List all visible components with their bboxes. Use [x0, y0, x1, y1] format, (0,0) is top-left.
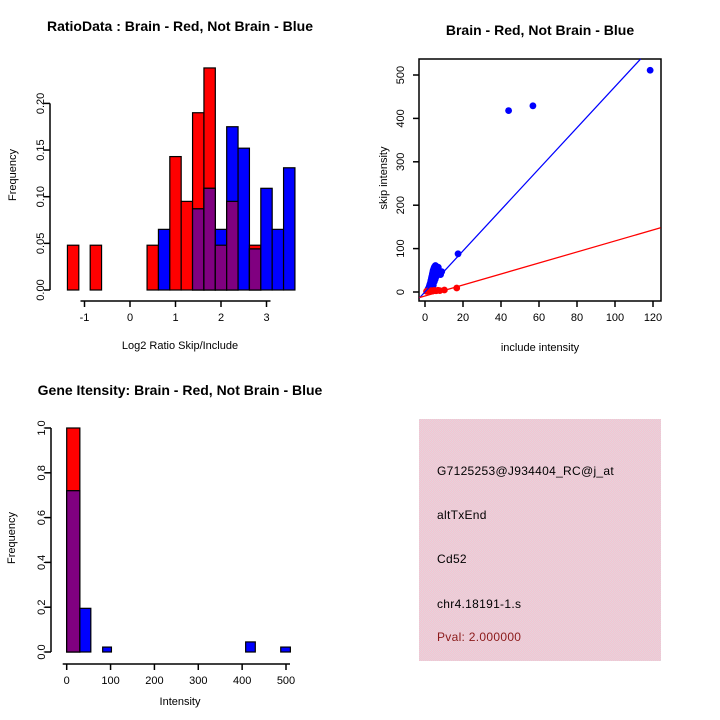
scatter-points — [423, 67, 653, 295]
bars — [67, 428, 291, 652]
y-tick-label: 300 — [395, 152, 407, 171]
red-bar — [90, 245, 101, 290]
y-tick-label: 0.2 — [36, 599, 48, 615]
bars — [67, 68, 295, 290]
y-tick-label: 0.15 — [35, 139, 47, 161]
red-bar — [147, 245, 158, 290]
y-tick-label: 0.4 — [36, 554, 48, 571]
blue-bar — [238, 148, 249, 290]
y-tick-label: 0 — [395, 288, 407, 296]
overlap-bar — [215, 245, 226, 290]
y-tick-label: 200 — [395, 196, 407, 215]
gene-name-text: Cd52 — [437, 552, 467, 566]
y-tick-label: 1.0 — [36, 420, 48, 436]
x-tick-label: 200 — [145, 675, 164, 687]
blue-point — [530, 102, 537, 109]
x-tick-label: 1 — [172, 312, 179, 324]
red-bar — [67, 245, 78, 290]
x-tick-label: 40 — [494, 312, 508, 324]
x-tick-label: 0 — [421, 312, 429, 324]
gene-histogram-panel — [0, 360, 360, 720]
blue-bar — [158, 229, 169, 290]
fit-lines — [419, 59, 660, 298]
blue-point — [647, 67, 654, 74]
x-tick-label: 0 — [126, 312, 134, 324]
blue-bar — [246, 642, 256, 652]
x-tick-label: 20 — [456, 312, 470, 324]
y-tick-label: 400 — [395, 109, 407, 128]
x-tick-label: 80 — [570, 312, 584, 324]
blue-bar — [284, 168, 295, 290]
overlap-bar — [204, 188, 215, 290]
ratio-histogram-panel — [0, 0, 360, 360]
red-bar — [181, 201, 192, 290]
gene-info-box — [419, 419, 661, 661]
gene-histogram-plot — [0, 360, 360, 720]
blue-bar — [272, 229, 283, 290]
blue-bar — [103, 647, 112, 652]
red-bar — [170, 157, 181, 290]
y-tick-label: 0.8 — [36, 465, 48, 481]
x-tick-label: 300 — [189, 675, 208, 687]
overlap-bar — [67, 491, 80, 652]
x-tick-label: 120 — [643, 312, 663, 324]
overlap-bar — [249, 249, 260, 290]
blue-point — [433, 270, 440, 277]
x-tick-label: 100 — [605, 312, 625, 324]
y-tick-label: 500 — [395, 65, 407, 85]
intensity-scatter-xlabel: include intensity — [500, 342, 580, 354]
y-tick-label: 0.6 — [36, 509, 48, 526]
y-tick-label: 0.05 — [35, 232, 47, 255]
event-type-text: altTxEnd — [437, 508, 487, 522]
plot-box — [419, 59, 661, 301]
y-tick-label: 0.20 — [35, 92, 47, 115]
blue-bar — [80, 608, 91, 652]
intensity-scatter-plot — [360, 0, 720, 360]
y-tick-label: 0.0 — [36, 644, 48, 660]
y-tick-label: 0.10 — [35, 185, 47, 208]
x-tick-label: 100 — [101, 675, 120, 687]
y-tick-label: 100 — [395, 239, 407, 258]
x-tick-label: 3 — [263, 312, 270, 324]
x-tick-label: 2 — [217, 312, 225, 324]
intensity-scatter-title: Brain - Red, Not Brain - Blue — [445, 22, 635, 38]
y-tick-label: 0.00 — [35, 279, 47, 301]
probe-id-text: G7125253@J934404_RC@j_at — [437, 464, 615, 478]
location-text: chr4.18191-1.s — [437, 597, 522, 611]
x-tick-label: 60 — [532, 312, 546, 324]
red-fit-line — [419, 228, 660, 298]
x-tick-label: -1 — [79, 312, 90, 324]
x-tick-label: 500 — [276, 675, 296, 687]
pval-text: Pval: 2.000000 — [437, 630, 522, 644]
x-tick-label: 400 — [232, 675, 252, 687]
gene-histogram-ylabel: Frequency — [6, 512, 18, 564]
blue-fit-line — [419, 59, 640, 298]
ratio-histogram-title: RatioData : Brain - Red, Not Brain - Blue — [46, 18, 314, 34]
x-tick-label: 0 — [63, 675, 70, 687]
blue-bar — [261, 188, 272, 290]
ratio-histogram-xlabel: Log2 Ratio Skip/Include — [121, 340, 239, 352]
overlap-bar — [193, 209, 204, 290]
gene-histogram-xlabel: Intensity — [159, 696, 201, 708]
gene-info-panel — [360, 360, 720, 720]
ratio-histogram-ylabel: Frequency — [7, 149, 19, 201]
intensity-scatter-panel — [360, 0, 720, 360]
blue-bar — [281, 647, 291, 652]
overlap-bar — [227, 201, 238, 290]
gene-histogram-title: Gene Itensity: Brain - Red, Not Brain - Blue — [37, 382, 323, 398]
intensity-scatter-ylabel: skip intensity — [378, 146, 390, 210]
blue-point — [505, 107, 512, 114]
ratio-histogram-plot — [0, 0, 360, 360]
